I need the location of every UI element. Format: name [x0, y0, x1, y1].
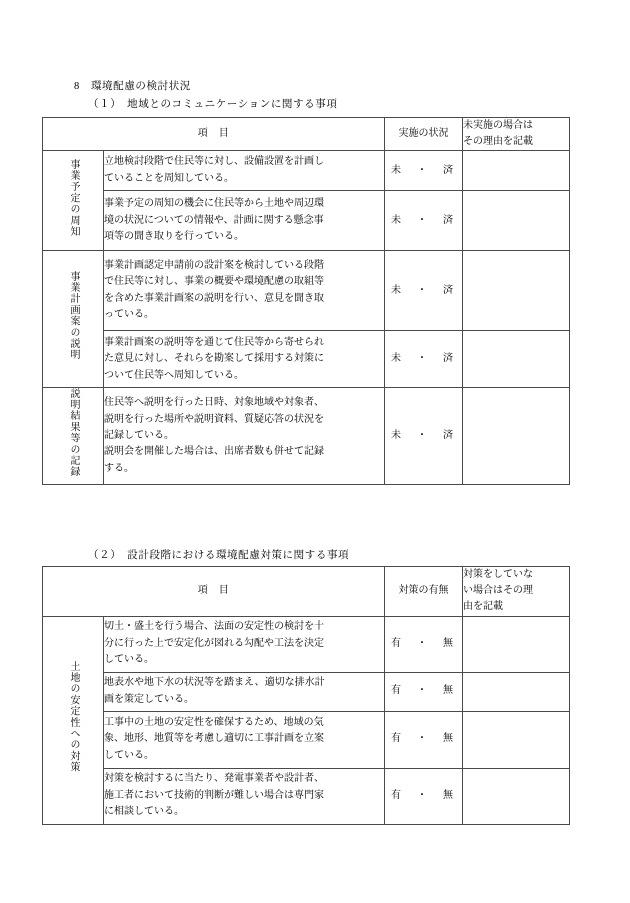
item-line: を含めた事業計画案の説明を行い、意見を聞き取	[104, 292, 324, 304]
status-cell[interactable]: 未 ・ 済	[385, 191, 463, 251]
item-cell	[104, 151, 385, 191]
reason-cell[interactable]	[463, 151, 570, 191]
item-line: 対策を検討するに当たり、発電事業者や設計者、	[104, 773, 324, 785]
item-cell	[104, 331, 385, 388]
item-cell	[104, 672, 385, 711]
table-row	[43, 388, 570, 485]
item-line: で住民等に対し、事業の概要や環境配慮の取組等	[104, 276, 324, 288]
header-item: 項 目	[43, 118, 385, 151]
status-cell[interactable]: 有 ・ 無	[385, 616, 463, 672]
section-2-heading: （２） 設計段階における環境配慮対策に関する事項	[88, 550, 350, 561]
table-row	[43, 151, 570, 191]
item-cell	[104, 191, 385, 251]
reason-cell[interactable]	[463, 191, 570, 251]
table-header-row	[43, 567, 570, 617]
item-cell	[104, 616, 385, 672]
item-line: 象、地形、地質等を考慮し適切に工事計画を立案	[104, 733, 324, 745]
item-line: 地表水や地下水の状況等を踏まえ、適切な排水計	[104, 677, 325, 689]
item-line: 記録している。	[104, 430, 174, 442]
status-cell[interactable]: 未 ・ 済	[385, 331, 463, 388]
group-label-text: 事業計画案の説明	[68, 271, 79, 362]
item-line: 事業計画案の説明等を通じて住民等から寄せられ	[104, 336, 324, 348]
item-line: 事業計画認定申請前の設計案を検討している段階	[104, 260, 324, 272]
item-line: 住民等へ説明を行った日時、対象地域や対象者、	[104, 397, 324, 409]
table-row	[43, 672, 570, 711]
group-label-cell	[43, 388, 104, 485]
table-row	[43, 711, 570, 768]
item-line: する。	[104, 462, 134, 474]
reason-cell[interactable]	[463, 768, 570, 824]
table-row	[43, 768, 570, 824]
item-line: 説明を行った場所や説明資料、質疑応答の状況を	[104, 413, 324, 425]
item-line: 施工者において技術的判断が難しい場合は専門家	[104, 789, 324, 801]
design-stage-table	[42, 566, 570, 825]
item-line: ついて住民等へ周知している。	[104, 369, 244, 381]
item-cell	[104, 388, 385, 485]
item-line: している。	[104, 654, 154, 666]
status-cell[interactable]: 未 ・ 済	[385, 388, 463, 485]
section-1-heading: （１） 地域とのコミュニケーションに関する事項	[88, 99, 338, 110]
reason-cell[interactable]	[463, 616, 570, 672]
header-reason-line-1: 対策をしていな	[463, 569, 533, 580]
item-line: 切土・盛土を行う場合、法面の安定性の検討を十	[104, 621, 324, 633]
group-label-text: 事業予定の周知	[68, 158, 79, 237]
item-line: 説明会を開催した場合は、出席者数も併せて記録	[104, 446, 324, 458]
reason-cell[interactable]	[463, 711, 570, 768]
status-cell[interactable]: 有 ・ 無	[385, 672, 463, 711]
status-cell[interactable]: 有 ・ 無	[385, 711, 463, 768]
item-cell	[104, 768, 385, 824]
status-cell[interactable]: 有 ・ 無	[385, 768, 463, 824]
table-row	[43, 251, 570, 331]
reason-cell[interactable]	[463, 672, 570, 711]
table-row	[43, 191, 570, 251]
item-cell	[104, 251, 385, 331]
reason-cell[interactable]	[463, 388, 570, 485]
group-label-text: 説明結果等の記録	[68, 388, 79, 478]
header-reason	[463, 567, 570, 617]
reason-cell[interactable]	[463, 331, 570, 388]
item-line: ていることを周知している。	[104, 172, 234, 184]
group-label-cell	[43, 251, 104, 388]
item-line: 工事中の土地の安定性を確保するため、地域の気	[104, 716, 324, 728]
communication-table	[42, 117, 570, 485]
table-row	[43, 616, 570, 672]
status-cell[interactable]: 未 ・ 済	[385, 151, 463, 191]
status-cell[interactable]: 未 ・ 済	[385, 251, 463, 331]
header-status: 実施の状況	[385, 118, 463, 151]
group-label-cell	[43, 616, 104, 824]
item-cell	[104, 711, 385, 768]
item-line: 境の状況についての情報や、計画に関する懸念事	[104, 214, 324, 226]
page-title: 8 環境配慮の検討状況	[74, 81, 191, 92]
header-reason-line-2: その理由を記載	[463, 136, 533, 148]
group-label-text: 土地の安定性への対策	[68, 660, 79, 773]
header-status: 対策の有無	[385, 567, 463, 617]
group-label-cell	[43, 151, 104, 251]
item-line: している。	[104, 749, 154, 761]
table-header-row	[43, 118, 570, 151]
table-row	[43, 331, 570, 388]
item-line: た意見に対し、それらを勘案して採用する対策に	[104, 353, 324, 365]
header-reason	[463, 118, 570, 151]
item-line: 画を策定している。	[104, 693, 194, 705]
header-reason-line-2: い場合はその理	[463, 585, 533, 597]
reason-cell[interactable]	[463, 251, 570, 331]
header-reason-line-1: 未実施の場合は	[463, 120, 533, 131]
header-reason-line-3: 由を記載	[463, 601, 503, 613]
item-line: 分に行った上で安定化が図れる勾配や工法を決定	[104, 637, 324, 649]
item-line: 項等の聞き取りを行っている。	[104, 231, 244, 243]
item-line: に相談している。	[104, 806, 184, 818]
header-item: 項 目	[43, 567, 385, 617]
item-line: っている。	[104, 309, 154, 321]
item-line: 立地検討段階で住民等に対し、設備設置を計画し	[104, 156, 324, 168]
item-line: 事業予定の周知の機会に住民等から土地や周辺環	[104, 198, 324, 210]
